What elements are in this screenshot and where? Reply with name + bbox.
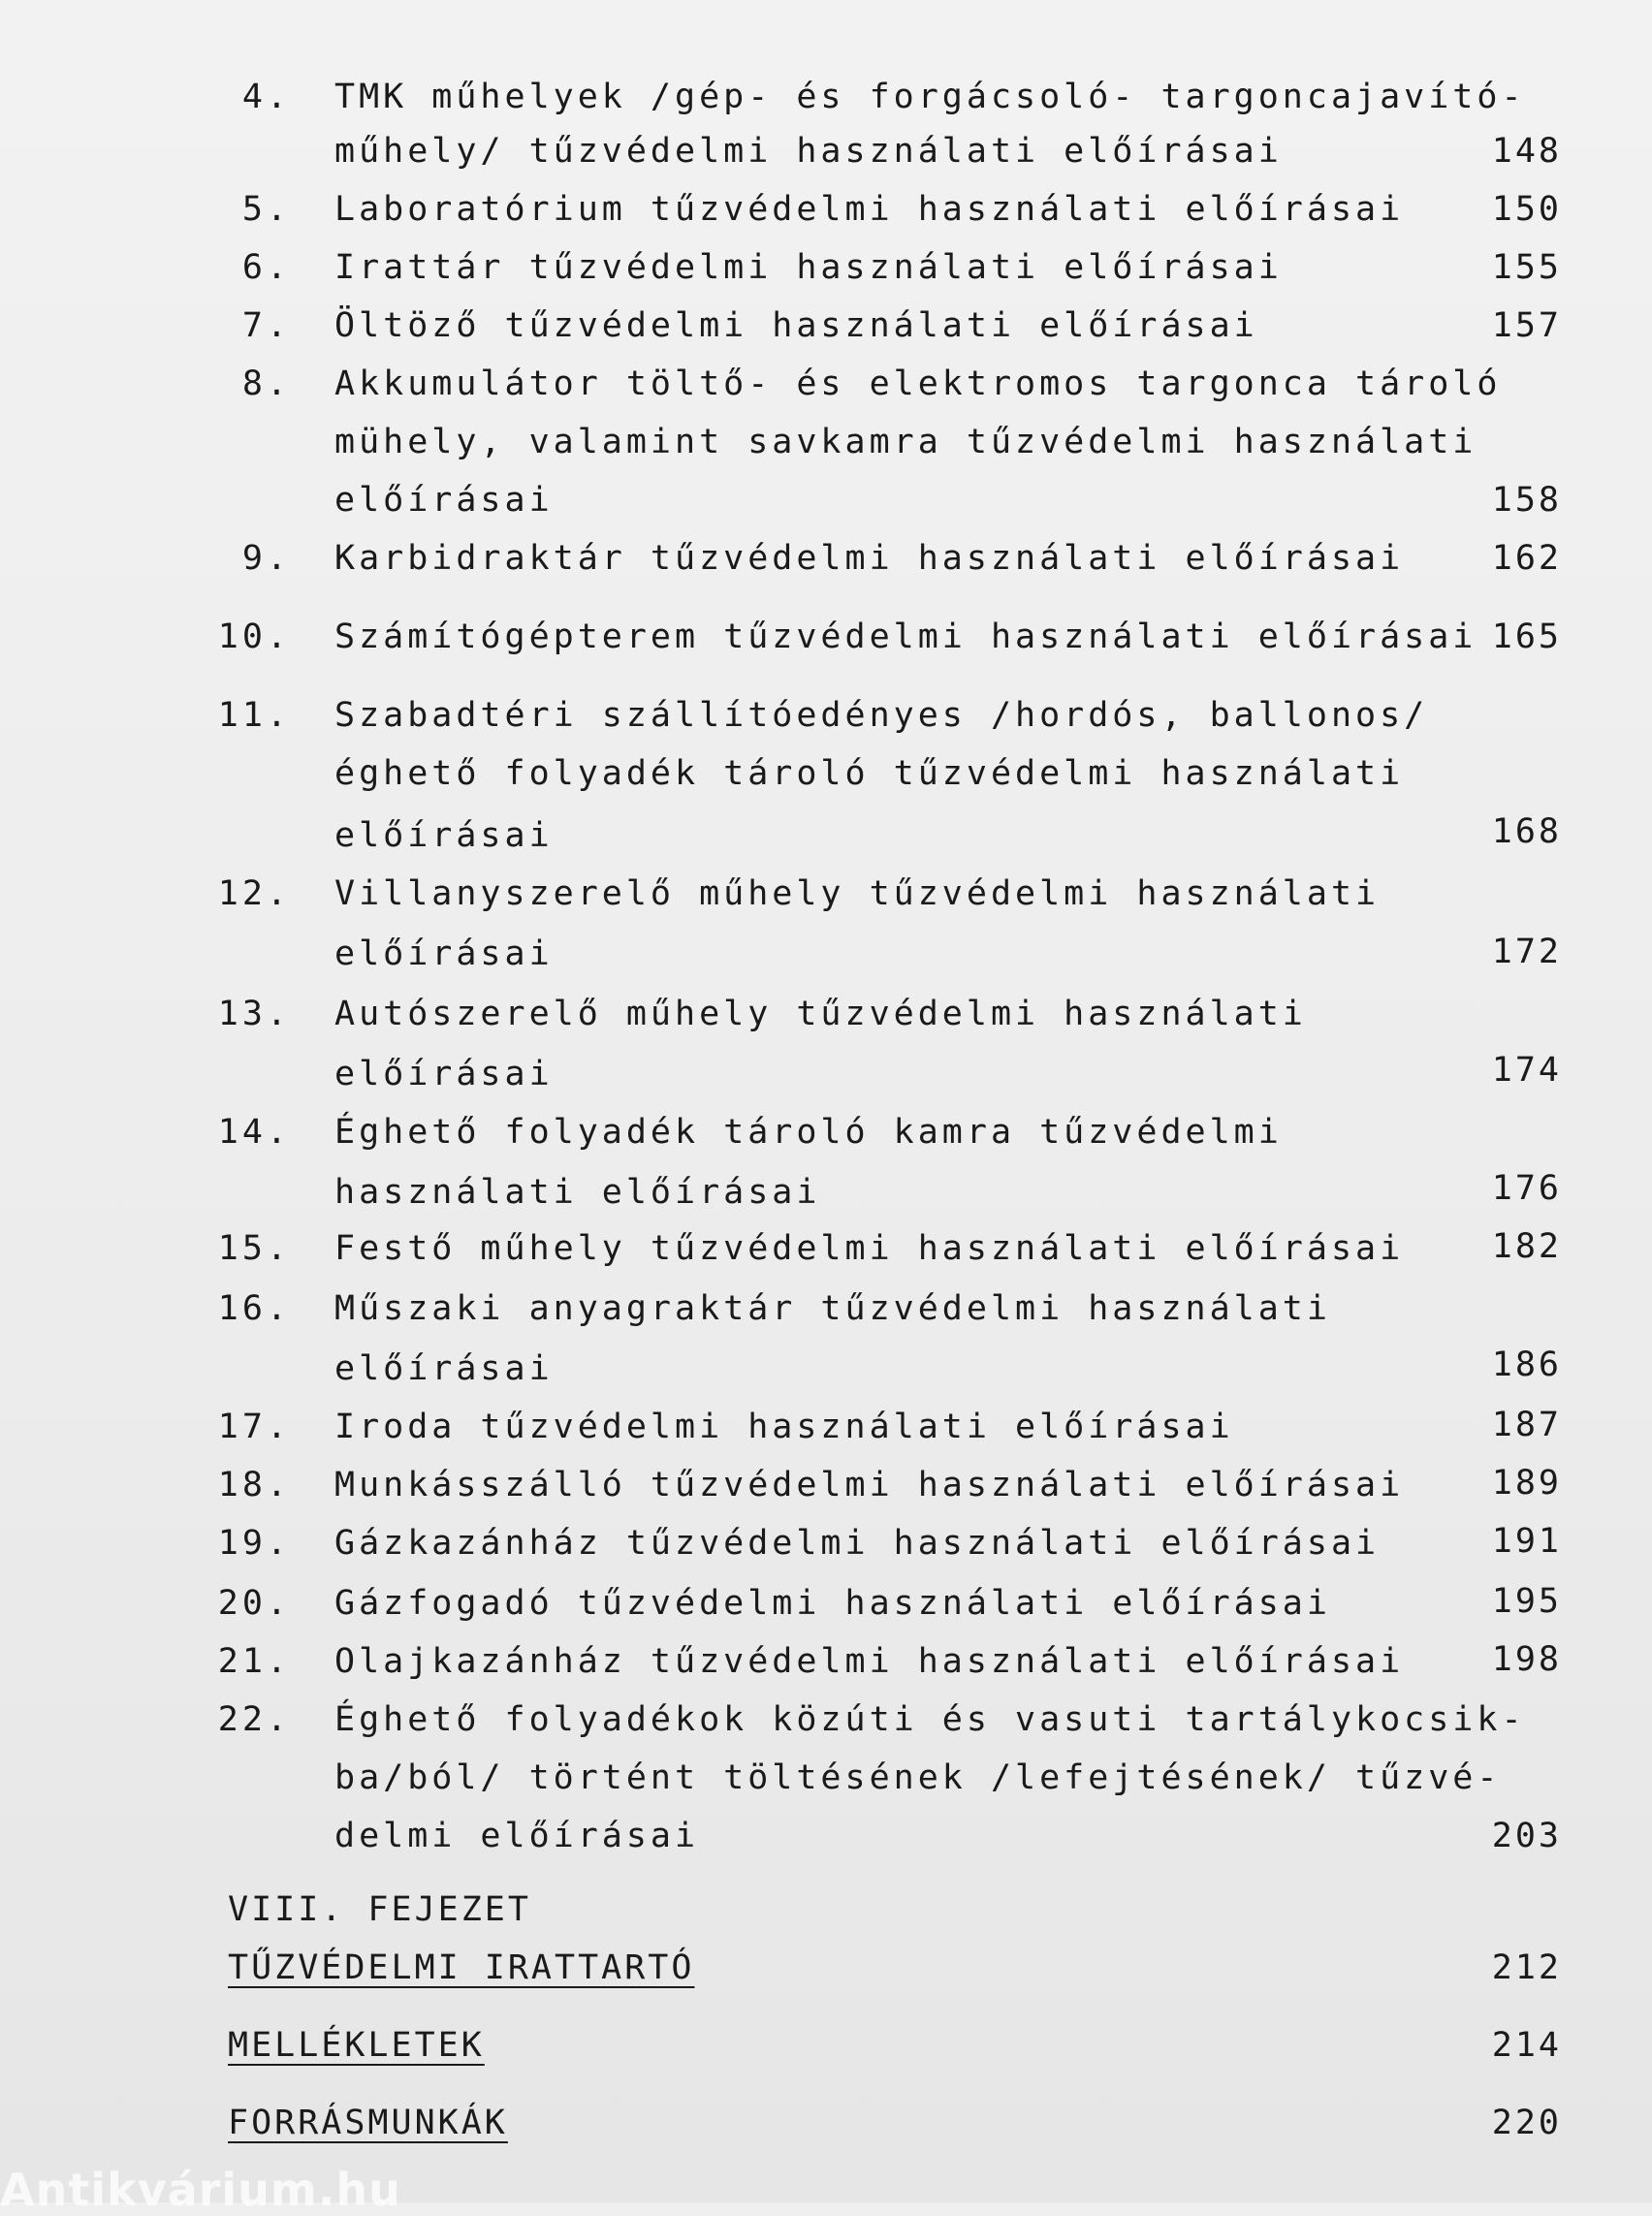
entry-title: Karbidraktár tűzvédelmi használati előírásai	[334, 539, 1405, 578]
entry-number: 9.	[241, 539, 291, 578]
entry-number: 6.	[241, 248, 291, 287]
entry-title-line-2: előírásai	[334, 1055, 554, 1093]
entry-title-line-2: előírásai	[334, 934, 554, 973]
entry-number: 17.	[217, 1408, 291, 1446]
entry-title-line-1: Éghető folyadék tároló kamra tűzvédelmi	[334, 1113, 1283, 1152]
entry-number: 10.	[217, 617, 291, 656]
page-number: 176	[1491, 1169, 1562, 1208]
page-number: 150	[1491, 190, 1562, 229]
page-number: 214	[1491, 2026, 1562, 2065]
entry-title-line-1: Autószerelő műhely tűzvédelmi használati	[334, 995, 1307, 1033]
page-number: 220	[1491, 2104, 1562, 2142]
entry-title-line-3: előírásai	[334, 816, 554, 855]
entry-title-line-1: TMK műhelyek /gép- és forgácsoló- targoncajavító-	[334, 78, 1526, 116]
entry-number: 13.	[217, 995, 291, 1033]
entry-number: 5.	[241, 190, 291, 229]
page-number: 203	[1491, 1817, 1562, 1855]
entry-title-line-2: előírásai	[334, 1349, 554, 1388]
page-number: 155	[1491, 248, 1562, 287]
chapter-heading: VIII. FEJEZET	[228, 1890, 531, 1929]
entry-number: 11.	[217, 696, 291, 735]
entry-title: Gázfogadó tűzvédelmi használati előírásai	[334, 1584, 1331, 1623]
entry-number: 18.	[217, 1466, 291, 1504]
section-title-irattarto[interactable]: TŰZVÉDELMI IRATTARTÓ	[228, 1948, 695, 1987]
entry-title: Gázkazánház tűzvédelmi használati előírásai	[334, 1524, 1381, 1563]
entry-title: Öltöző tűzvédelmi használati előírásai	[334, 306, 1258, 345]
watermark: Antikvárium.hu	[0, 2164, 401, 2216]
entry-title: Festő műhely tűzvédelmi használati előírásai	[334, 1229, 1405, 1268]
entry-number: 15.	[217, 1229, 291, 1268]
page-number: 162	[1491, 539, 1562, 578]
entry-title-line-2: mühely, valamint savkamra tűzvédelmi használati	[334, 423, 1477, 461]
entry-title: Számítógépterem tűzvédelmi használati előírásai	[334, 617, 1477, 656]
page-number: 168	[1491, 812, 1562, 851]
page-number: 195	[1491, 1582, 1562, 1621]
entry-number: 16.	[217, 1289, 291, 1328]
entry-title-line-2: ba/ból/ történt töltésének /lefejtésének/ tűzvé-	[334, 1758, 1502, 1797]
page-number: 158	[1491, 481, 1562, 520]
page-number: 191	[1491, 1522, 1562, 1561]
entry-title-line-2: használati előírásai	[334, 1173, 821, 1212]
entry-title: Munkásszálló tűzvédelmi használati előírásai	[334, 1466, 1405, 1504]
entry-number: 14.	[217, 1113, 291, 1152]
page-number: 187	[1491, 1406, 1562, 1444]
page-number: 186	[1491, 1345, 1562, 1384]
entry-number: 7.	[241, 306, 291, 345]
entry-title-line-2: éghető folyadék tároló tűzvédelmi használati	[334, 754, 1405, 793]
entry-number: 20.	[217, 1584, 291, 1623]
section-title-forrasmunkak[interactable]: FORRÁSMUNKÁK	[228, 2104, 508, 2142]
entry-number: 4.	[241, 78, 291, 116]
entry-number: 8.	[241, 364, 291, 403]
entry-number: 22.	[217, 1700, 291, 1739]
entry-title-line-1: Villanyszerelő műhely tűzvédelmi használati	[334, 874, 1381, 913]
entry-title: Irattár tűzvédelmi használati előírásai	[334, 248, 1283, 287]
page-number: 172	[1491, 933, 1562, 971]
page-number: 189	[1491, 1464, 1562, 1503]
entry-title-line-3: delmi előírásai	[334, 1817, 700, 1855]
page-number: 182	[1491, 1227, 1562, 1266]
entry-title: Olajkazánház tűzvédelmi használati előírásai	[334, 1642, 1405, 1681]
page-number: 174	[1491, 1051, 1562, 1090]
page-number: 157	[1491, 306, 1562, 345]
entry-title-line-2: műhely/ tűzvédelmi használati előírásai	[334, 132, 1283, 171]
entry-title-line-1: Műszaki anyagraktár tűzvédelmi használati	[334, 1289, 1331, 1328]
page-number: 212	[1491, 1948, 1562, 1987]
entry-title: Laboratórium tűzvédelmi használati előírásai	[334, 190, 1405, 229]
section-title-mellekletek[interactable]: MELLÉKLETEK	[228, 2026, 485, 2065]
entry-number: 21.	[217, 1642, 291, 1681]
entry-title-line-1: Éghető folyadékok közúti és vasuti tartálykocsik-	[334, 1700, 1526, 1739]
page-number: 165	[1491, 617, 1562, 656]
entry-title: Iroda tűzvédelmi használati előírásai	[334, 1408, 1234, 1446]
entry-title-line-1: Szabadtéri szállítóedényes /hordós, ballonos/	[334, 696, 1429, 735]
entry-title-line-3: előírásai	[334, 481, 554, 520]
entry-number: 12.	[217, 874, 291, 913]
page-number: 148	[1491, 132, 1562, 171]
page-number: 198	[1491, 1640, 1562, 1679]
entry-title-line-1: Akkumulátor töltő- és elektromos targonca tároló	[334, 364, 1502, 403]
entry-number: 19.	[217, 1524, 291, 1563]
